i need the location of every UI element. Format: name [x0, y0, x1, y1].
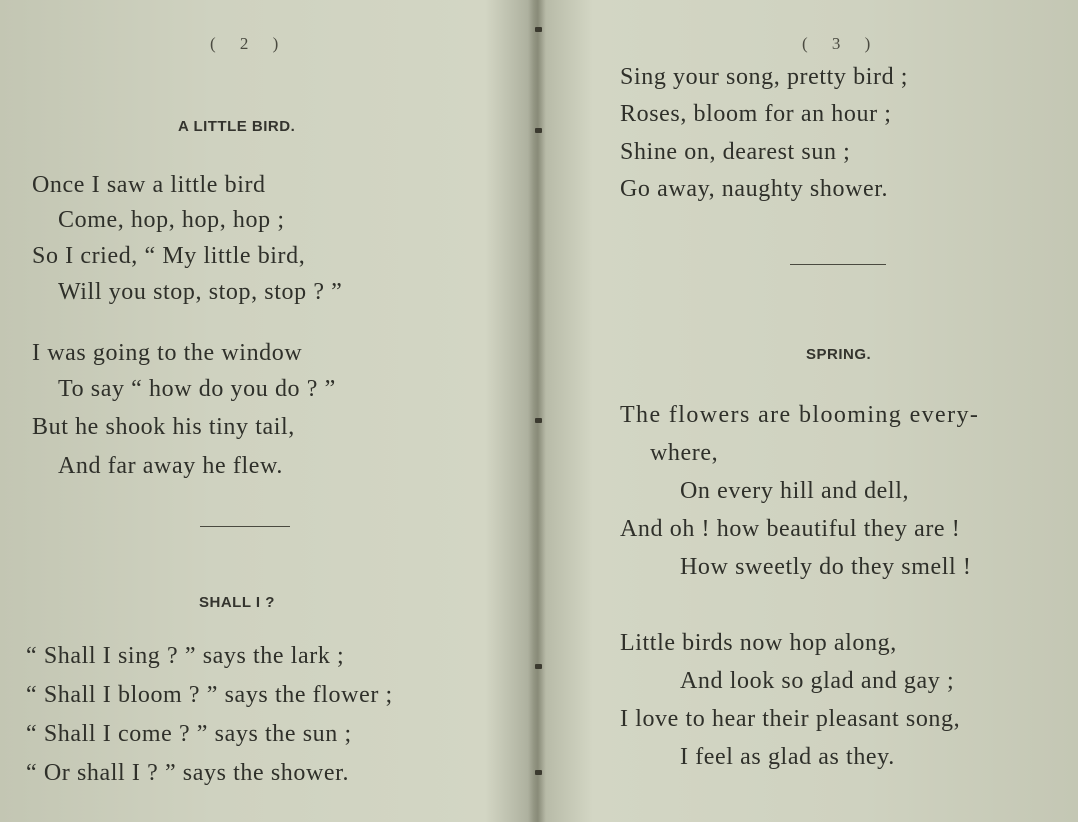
right-page [540, 0, 1078, 822]
page-number-right: ( 3 ) [802, 34, 881, 53]
poem-line: “ Shall I bloom ? ” says the flower ; [26, 682, 393, 708]
poem-line: Will you stop, stop, stop ? ” [58, 279, 343, 305]
poem-title-a-little-bird: A LITTLE BIRD. [178, 118, 296, 135]
poem-line: I feel as glad as they. [680, 744, 895, 770]
poem-line: And look so glad and gay ; [680, 668, 955, 694]
poem-line: And oh ! how beautiful they are ! [620, 516, 961, 542]
poem-line: “ Shall I come ? ” says the sun ; [26, 721, 352, 747]
poem-title-shall-i: SHALL I ? [199, 594, 275, 611]
poem-line: Little birds now hop along, [620, 630, 897, 656]
poem-line: Sing your song, pretty bird ; [620, 64, 909, 90]
poem-line: But he shook his tiny tail, [32, 414, 295, 440]
poem-line: How sweetly do they smell ! [680, 554, 972, 580]
poem-line: “ Or shall I ? ” says the shower. [26, 760, 350, 786]
poem-line: On every hill and dell, [680, 478, 910, 504]
page-number-left: ( 2 ) [210, 34, 289, 53]
poem-line: The flowers are blooming every- [620, 402, 980, 428]
poem-line: To say “ how do you do ? ” [58, 376, 336, 402]
poem-title-spring: SPRING. [806, 346, 872, 363]
poem-line: I love to hear their pleasant song, [620, 706, 961, 732]
section-divider [790, 264, 886, 265]
poem-line: where, [650, 440, 719, 466]
poem-line: Roses, bloom for an hour ; [620, 101, 892, 127]
poem-line: And far away he flew. [58, 453, 283, 479]
poem-line: Come, hop, hop, hop ; [58, 207, 285, 233]
poem-line: Go away, naughty shower. [620, 176, 889, 202]
left-page [0, 0, 536, 822]
poem-line: Shine on, dearest sun ; [620, 139, 851, 165]
section-divider [200, 526, 290, 527]
poem-line: So I cried, “ My little bird, [32, 243, 306, 269]
poem-line: I was going to the window [32, 340, 303, 366]
poem-line: “ Shall I sing ? ” says the lark ; [26, 643, 345, 669]
poem-line: Once I saw a little bird [32, 172, 266, 198]
